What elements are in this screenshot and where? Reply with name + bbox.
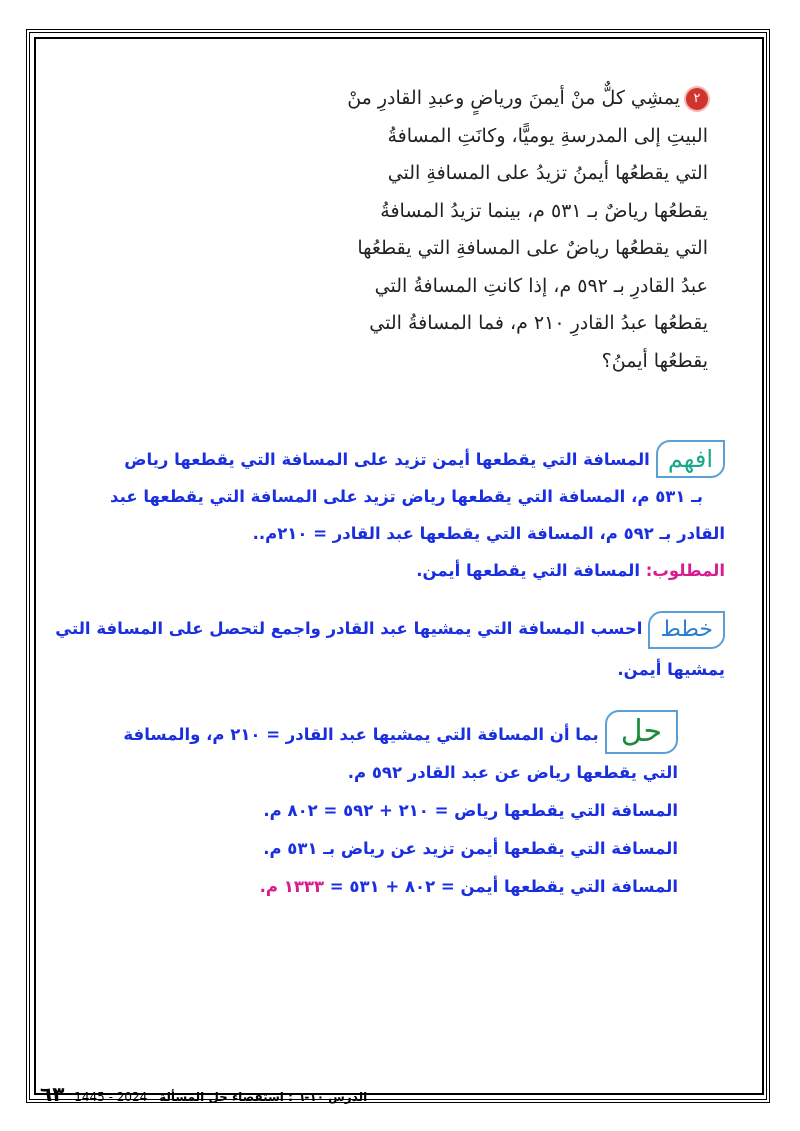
solve-final-line [118, 868, 678, 906]
understand-badge: افهم [656, 440, 725, 478]
problem-line: البيتِ إلى المدرسةِ يوميًّا، وكانَتِ المسافةُ [387, 124, 708, 147]
problem-line: التي يقطعُها رياضٌ على المسافةِ التي يقطعُها [357, 237, 708, 259]
problem-text: يمشِي كلٌّ منْ أيمنَ ورياضٍ وعبدِ القادرِ منْ [347, 87, 680, 109]
plan-line-1 [55, 608, 725, 649]
understand-line: بـ ٥٣١ م، المسافة التي يقطعها رياض تزيد على المسافة التي يقطعها عبد [110, 487, 703, 506]
solve-text: بما أن المسافة التي يمشيها عبد القادر = ٢١٠ م، والمسافة [123, 725, 599, 744]
lesson-title: استقصاء حل المسألة [159, 1090, 284, 1104]
understand-section [65, 440, 725, 589]
problem-line: عبدُ القادرِ بـ ٥٩٢ م، إذا كانتِ المسافةُ التي [374, 274, 708, 297]
plan-section [55, 608, 725, 690]
solve-line: المسافة التي يقطعها أيمن تزيد عن رياض بـ ٥٣١ م. [263, 839, 678, 858]
understand-line: القادر بـ ٥٩٢ م، المسافة التي يقطعها عبد القادر = ٢١٠م.. [252, 524, 725, 543]
solve-badge: حل [605, 710, 678, 754]
solve-line: التي يقطعها رياض عن عبد القادر ٥٩٢ م. [347, 763, 678, 782]
solve-line: المسافة التي يقطعها رياض = ٢١٠ + ٥٩٢ = ٨٠٢ م. [263, 801, 678, 820]
problem-line: يقطعُها عبدُ القادرِ ٢١٠ م، فما المسافةُ التي [369, 312, 708, 334]
solve-line-1 [118, 710, 678, 754]
plan-line: يمشيها أيمن. [617, 660, 725, 679]
solve-section [118, 710, 678, 906]
problem-statement [288, 80, 708, 380]
required-text: المسافة التي يقطعها أيمن. [416, 561, 646, 580]
understand-line-1 [65, 440, 725, 478]
required-line [65, 552, 725, 589]
problem-number-bullet: ٢ [686, 88, 708, 110]
footer-lesson-title [159, 1090, 367, 1104]
page-number: ٦٣ [40, 1082, 65, 1106]
problem-line: التي يقطعُها أيمنُ تزيدُ على المسافةِ التي [387, 162, 708, 184]
final-answer: ١٣٣٣ م. [259, 877, 325, 896]
final-equation: المسافة التي يقطعها أيمن = ٨٠٢ + ٥٣١ = [324, 877, 678, 896]
plan-badge: خطط [648, 611, 725, 649]
plan-text: احسب المسافة التي يمشيها عبد القادر واجمع لتحصل على المسافة التي [55, 619, 643, 638]
problem-line: يقطعُها أيمنُ؟ [601, 349, 708, 372]
page-footer [40, 1082, 367, 1106]
footer-year: 1445 - 2024 [74, 1090, 148, 1104]
understand-text: المسافة التي يقطعها أيمن تزيد على المسافة التي يقطعها رياض [124, 450, 650, 469]
problem-line-1 [288, 80, 708, 118]
required-label: المطلوب: [645, 561, 725, 580]
problem-line: يقطعُها رياضٌ بـ ٥٣١ م، بينما تزيدُ المسافةُ [380, 199, 708, 222]
lesson-label: الدرس ١٠-٦ : [288, 1090, 368, 1104]
